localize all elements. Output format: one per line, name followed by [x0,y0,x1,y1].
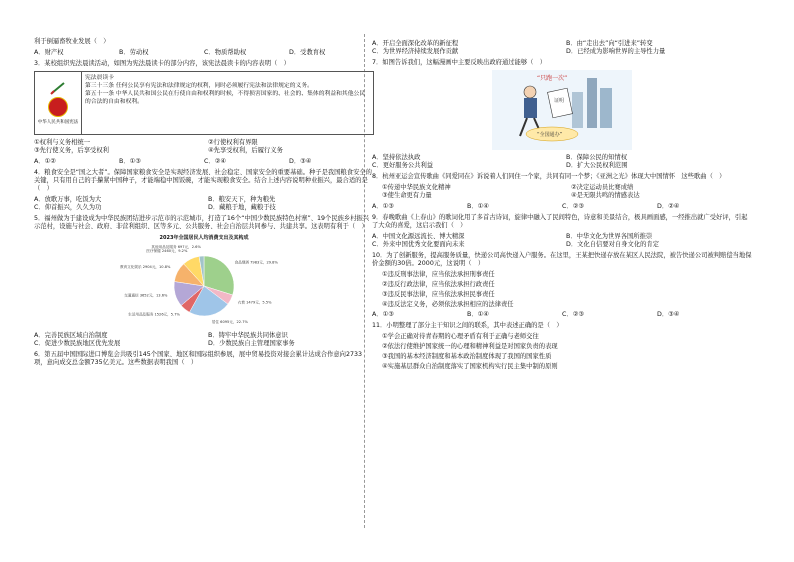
q6-option-b: B．由“走出去”向“引进来”转变 [566,40,653,47]
pie-label-3: 居住 6095元，22.7% [211,320,248,325]
q9-option-c: C．外来中国优秀文化要面向未来 [372,241,465,248]
q7-option-c: C．更好服务公共利益 [372,162,434,169]
pie-label-5: 交通通信 3652元，13.6% [124,293,168,298]
q6-options [372,40,752,56]
q3-option-b: B．①③ [119,158,141,165]
pencil-icon [49,81,67,95]
card-emblem-panel [35,72,82,134]
q6-stem: 6．第五届中国国际进口博览会共吸引145个国家、地区和国际组织参展，展中贸易投资对接会累计达成合作意向2733项，意向成交总金额735亿美元。这些数据表明我国（ ） [34,351,363,366]
q4-option-a: A．放歌万事，吃饭为大 [34,196,102,203]
q8-options [372,203,752,211]
cartoon-tag-certificate: 证明 [554,98,565,104]
q5-stem: 5．福州做为于建设成为中华民族团结进步示范市的示范城市，打造了16个“中国少数民族特色村寨”、19个民族乡村振兴示范村，设施与社会、政府、非营利组织、区等多元、公共服务、社会自治层共同参与、共建共享。这表明有利于（ ） [34,215,370,230]
q8-statement-3: ③使生命更有力量 [382,192,432,199]
pie-chart [89,243,319,329]
cartoon-banner: “只跑一次” [537,75,568,82]
card-article-51: 第五十一条 中华人民共和国公民在行使自由和权利的时候，不得损害国家的、社会的、集体的利益和其他公民的合法的自由和权利。 [85,91,366,105]
q2-option-c: C．物质帮助权 [204,49,247,56]
q7-option-b: B．保障公民的知情权 [566,154,627,161]
q11-stem: 11．小明整理了部分主干知识之间的联系，其中表述正确的是（ ） [372,322,563,329]
q2-option-b: B．劳动权 [119,49,149,56]
q6-option-d: D．已经成为影响世界的主导性力量 [566,48,666,55]
card-article-33: 第三十三条 任何公民享有宪法和法律规定的权利，同时必须履行宪法和法律规定的义务。 [85,83,313,89]
q4-option-c: C．仰首振兴，久久为功 [34,204,102,211]
card-text [82,72,373,134]
q2-stem-tail: 利于倒逼畜牧业发展（ ） [34,38,110,45]
q11-statement-2: ②依法行使维护国家统一的心理和精神利益是对国家负责的表现 [382,343,558,350]
pie-label-6: 教育文化娱乐 2904元，10.8% [119,265,171,270]
pie-label-4: 生活用品及服务 1526元，5.7% [128,312,180,317]
q11-statement-3: ③我国的基本经济制度和基本政治制度体现了我国的国家性质 [382,353,552,360]
pie-chart-title: 2023年全国居民人均消费支出及其构成 [159,235,249,241]
q4-option-b: B．粮安天下，种为粮先 [208,196,276,203]
q8-statement-4: ④是无限共鸣的情感表达 [571,192,640,199]
q8-option-c: C．②③ [562,203,584,210]
pie-label-7: 医疗保健 2460元，9.2% [146,248,188,253]
pie-label-1: 食品烟酒 7983元，29.8% [234,260,278,265]
card-caption: 中华人民共和国宪法 [37,120,79,125]
q3-statement-3: ③先行使义务，后享受权利 [34,147,109,154]
q2-options [34,49,374,57]
q5-options [34,332,374,348]
q10-statement-4: ④违反法定义务，必须依法承担相应的法律责任 [382,301,514,308]
q10-stem: 10．为了创新服务，提高服务质量，快递公司高快递入户服务。在这里，王某把快递存放在某区人民法院，被告快递公司被判赔偿当地保价金额的30倍。2000元，这说明（ ） [372,252,752,267]
left-column [34,38,374,370]
q7-option-d: D．扩大公民权利范围 [566,162,628,169]
q2-option-a: A．财产权 [34,49,64,56]
cartoon-illustration [492,70,632,150]
q3-statements [34,139,374,155]
q8-statement-2: ②决定运动员比赛成绩 [571,184,634,191]
q3-statement-1: ①权利与义务相统一 [34,139,91,146]
q9-options [372,233,752,249]
q9-option-a: A．中国文化源远流长、博大精深 [372,233,465,240]
q3-options [34,158,374,166]
q4-options [34,196,374,212]
q5-option-d: D．少数民族自主管理国家事务 [208,340,295,347]
q9-option-b: B．中华文化为世界各国所推崇 [566,233,653,240]
q9-option-d: D．文化自信要对自身文化的肯定 [566,241,660,248]
q8-statements [372,184,752,200]
q10-option-a: A．①③ [372,311,394,318]
q3-option-c: C．②④ [204,158,226,165]
card-title: 宪法晨读卡 [85,75,114,81]
right-column [372,38,752,373]
q7-stem: 7．如图告诉我们，这幅漫画中主要反映出政府通过能够（ ） [372,59,547,66]
q3-option-a: A．①② [34,158,56,165]
q6-option-c: C．为世界经济持续发展作贡献 [372,48,459,55]
national-emblem-icon [48,97,68,117]
q5-option-a: A．完善民族区域自治制度 [34,332,108,339]
q9-stem: 9．春晚歌曲《上春山》的歌词化用了多首古诗词，旋律中融入了民间特色，诗意和美景结合，极具画面感，一经推出就广受好评，引起了大众的喜爱，这启示我们（ ） [372,214,748,229]
q7-option-a: A．坚持依法执政 [372,154,421,161]
q10-statements [372,271,752,309]
q6-option-a: A．开启全面深化改革的新征程 [372,40,459,47]
q11-statements [372,333,752,371]
q8-option-b: B．①④ [467,203,489,210]
constitution-reading-card [34,71,374,135]
q10-statement-2: ②违反行政法律，应当依法承担行政责任 [382,281,495,288]
q10-statement-3: ③违反民事法律，应当依法承担民事责任 [382,291,495,298]
q3-statement-4: ④先享受权利，后履行义务 [208,147,283,154]
q10-option-b: B．①④ [467,311,489,318]
q8-option-d: D．②④ [657,203,680,210]
pie-label-8: 其他用品及服务 697元，2.6% [151,245,201,250]
q5-option-b: B．铸牢中华民族共同体意识 [208,332,288,339]
q11-statement-1: ①学会正确对待青春期的心理矛盾有利于正确与老师交往 [382,333,539,340]
q4-stem: 4．粮食安全是“国之大者”。保障国家粮食安全是实现经济发展、社会稳定、国家安全的重要基础。种子是我国粮食安全的关键，只有用自己的手攥紧中国种子，才能端稳中国饭碗，才能实现粮食安全。结合上述内容说明种业振兴，最合适的是（ ） [34,169,372,192]
pie-label-2: 衣着 1479元，5.5% [237,300,272,305]
q3-stem: 3．某校组织宪法晨读活动，如图为宪法晨读卡的部分内容，该宪法晨读卡的内容表明（ ） [34,60,290,67]
q2-option-d: D．受教育权 [289,49,326,56]
q7-options [372,154,752,170]
q5-option-c: C．促进少数民族地区优先发展 [34,340,121,347]
q4-option-d: D．藏粮于地，藏粮于技 [208,204,276,211]
q10-option-c: C．②③ [562,311,584,318]
q8-stem: 8．杭州亚运会宣传歌曲《同爱同在》诉说着人们同住一个家，共同有同一个梦；《亚洲之光》体现大中国情怀 这些歌曲（ ） [372,173,726,180]
q10-statement-1: ①违反刑事法律，应当依法承担刑事责任 [382,271,495,278]
q8-statement-1: ①传递中华民族文化精神 [382,184,451,191]
pie-chart-wrap [34,243,374,329]
q3-statement-2: ②行使权利有界限 [208,139,258,146]
q3-option-d: D．③④ [289,158,312,165]
q11-statement-4: ④实施基层群众自治制度落实了国家机构实行民主集中制的原则 [382,363,558,370]
cartoon-tag-nationwide: “全国通办” [537,132,563,138]
q10-options [372,311,752,319]
q10-option-d: D．③④ [657,311,680,318]
government-service-cartoon [492,70,632,150]
q8-option-a: A．①③ [372,203,394,210]
